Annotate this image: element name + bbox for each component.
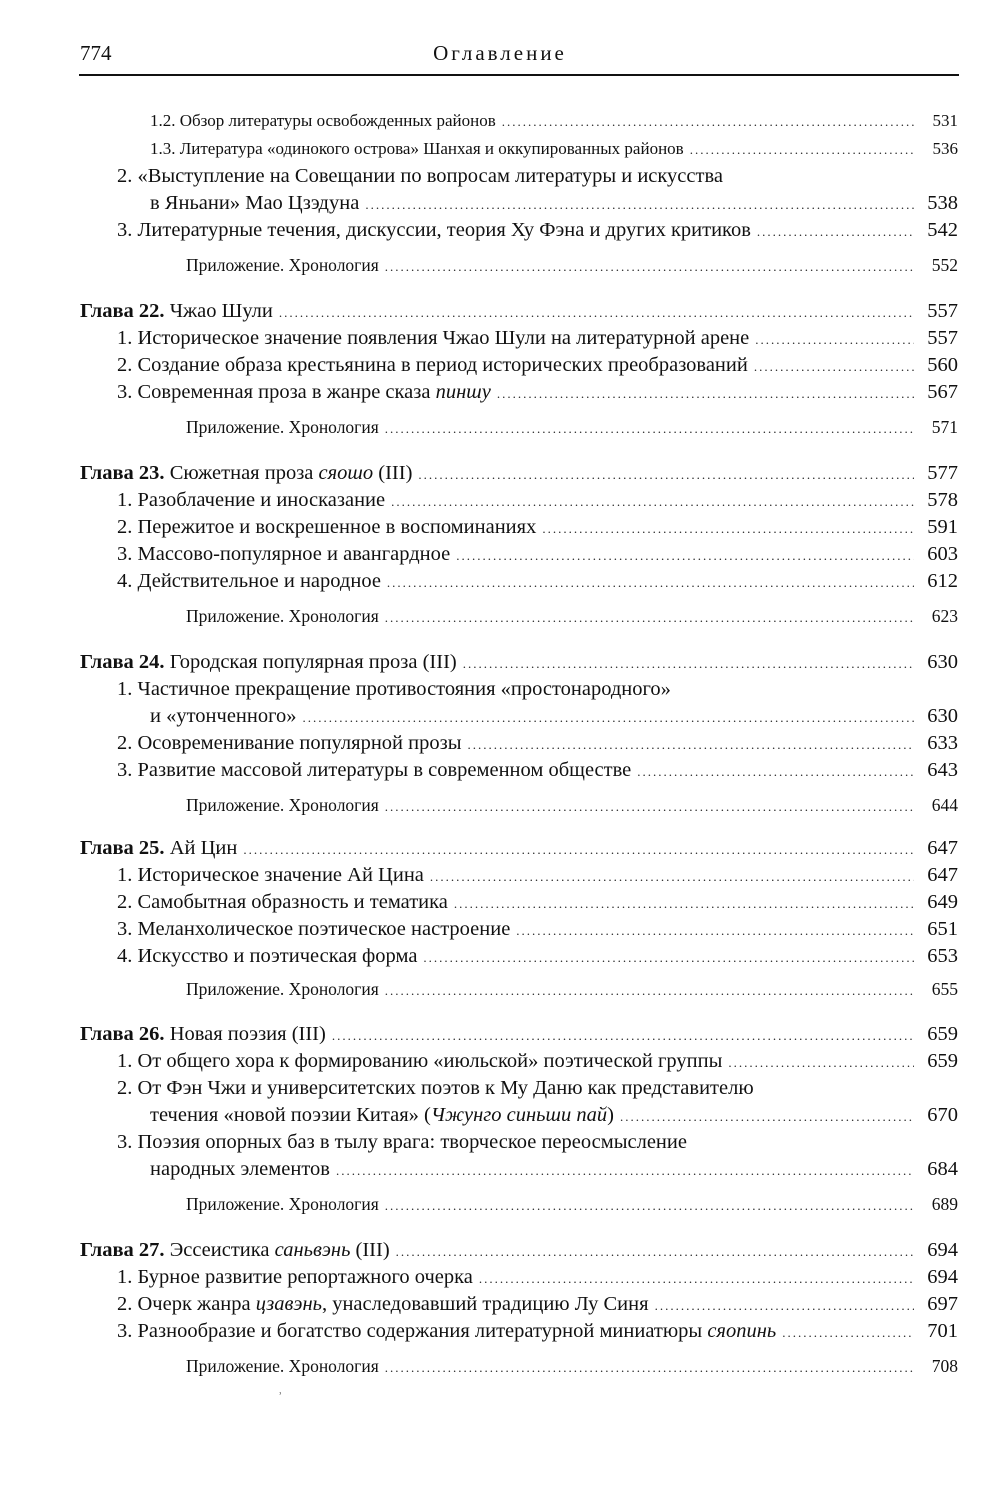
toc-entry[interactable]: и «утонченного» ..... 630 <box>0 702 1000 730</box>
toc-entry[interactable]: 1. Разоблачение и иносказание ..... 578 <box>0 486 1000 514</box>
toc-entry-line1[interactable]: 3. Поэзия опорных баз в тылу врага: творческое переосмысление <box>117 1131 687 1153</box>
toc-entry[interactable]: 1.2. Обзор литературы освобожденных районов ..... 531 <box>0 107 1000 135</box>
toc-entry[interactable]: в Яньани» Мао Цзэдуна ..... 538 <box>0 189 1000 217</box>
toc-appendix[interactable]: Приложение. Хронология ..... 689 <box>0 1190 1000 1218</box>
toc-appendix[interactable]: Приложение. Хронология ..... 655 <box>0 975 1000 1003</box>
toc-appendix[interactable]: Приложение. Хронология ..... 708 <box>0 1352 1000 1380</box>
toc-entry[interactable]: 1. Историческое значение Ай Цина ..... 647 <box>0 861 1000 889</box>
chapter-23-heading[interactable]: Глава 23. Сюжетная проза сяошо (III) ..... 577 <box>0 459 1000 487</box>
running-title: Оглавление <box>433 41 567 65</box>
toc-entry[interactable]: 1. Историческое значение появления Чжао Шули на литературной арене ..... 557 <box>0 324 1000 352</box>
chapter-25-heading[interactable]: Глава 25. Ай Цин ..... 647 <box>0 834 1000 862</box>
toc-entry[interactable]: 1. От общего хора к формированию «июльской» поэтической группы ..... 659 <box>0 1047 1000 1075</box>
toc-entry[interactable]: 3. Меланхолическое поэтическое настроение ..... 651 <box>0 915 1000 943</box>
toc-entry[interactable]: 3. Массово-популярное и авангардное ..... 603 <box>0 540 1000 568</box>
toc-appendix[interactable]: Приложение. Хронология ..... 552 <box>0 251 1000 279</box>
toc-entry[interactable]: 2. Самобытная образность и тематика ..... 649 <box>0 888 1000 916</box>
toc-entry[interactable]: 3. Современная проза в жанре сказа пиншу ..... 567 <box>0 378 1000 406</box>
chapter-27-heading[interactable]: Глава 27. Эссеистика саньвэнь (III) ..... 694 <box>0 1236 1000 1264</box>
toc-entry[interactable]: 4. Действительное и народное ..... 612 <box>0 567 1000 595</box>
toc-entry[interactable]: 2. Создание образа крестьянина в период исторических преобразований ..... 560 <box>0 351 1000 379</box>
toc-entry-line1[interactable]: 2. От Фэн Чжи и университетских поэтов к Му Даню как представителю <box>117 1077 754 1099</box>
toc-appendix[interactable]: Приложение. Хронология ..... 644 <box>0 791 1000 819</box>
page-number: 774 <box>80 41 112 65</box>
toc-appendix[interactable]: Приложение. Хронология ..... 571 <box>0 413 1000 441</box>
toc-entry[interactable]: 3. Литературные течения, дискуссии, теория Ху Фэна и других критиков ..... 542 <box>0 216 1000 244</box>
chapter-24-heading[interactable]: Глава 24. Городская популярная проза (III) ..... 630 <box>0 648 1000 676</box>
toc-entry[interactable]: 4. Искусство и поэтическая форма ..... 653 <box>0 942 1000 970</box>
toc-entry[interactable]: 3. Развитие массовой литературы в современном обществе ..... 643 <box>0 756 1000 784</box>
toc-entry[interactable]: народных элементов ..... 684 <box>0 1155 1000 1183</box>
toc-entry[interactable]: течения «новой поэзии Китая» (Чжунго синьши пай) ..... 670 <box>0 1101 1000 1129</box>
toc-entry[interactable]: 3. Разнообразие и богатство содержания литературной миниатюры сяопинь ..... 701 <box>0 1317 1000 1345</box>
toc-entry-line1[interactable]: 2. «Выступление на Совещании по вопросам литературы и искусства <box>117 165 723 187</box>
toc-entry-line1[interactable]: 1. Частичное прекращение противостояния «простонародного» <box>117 678 671 700</box>
chapter-26-heading[interactable]: Глава 26. Новая поэзия (III) ..... 659 <box>0 1020 1000 1048</box>
toc-entry[interactable]: 1.3. Литература «одинокого острова» Шанхая и оккупированных районов ..... 536 <box>0 135 1000 163</box>
toc-entry[interactable]: 1. Бурное развитие репортажного очерка ..... 694 <box>0 1263 1000 1291</box>
toc-entry[interactable]: 2. Осовременивание популярной прозы ..... 633 <box>0 729 1000 757</box>
print-speck: ˒ <box>278 1384 283 1399</box>
toc-appendix[interactable]: Приложение. Хронология ..... 623 <box>0 602 1000 630</box>
chapter-22-heading[interactable]: Глава 22. Чжао Шули ..... 557 <box>0 297 1000 325</box>
toc-entry[interactable]: 2. Пережитое и воскрешенное в воспоминаниях ..... 591 <box>0 513 1000 541</box>
toc-entry[interactable]: 2. Очерк жанра цзавэнь, унаследовавший традицию Лу Синя ..... 697 <box>0 1290 1000 1318</box>
